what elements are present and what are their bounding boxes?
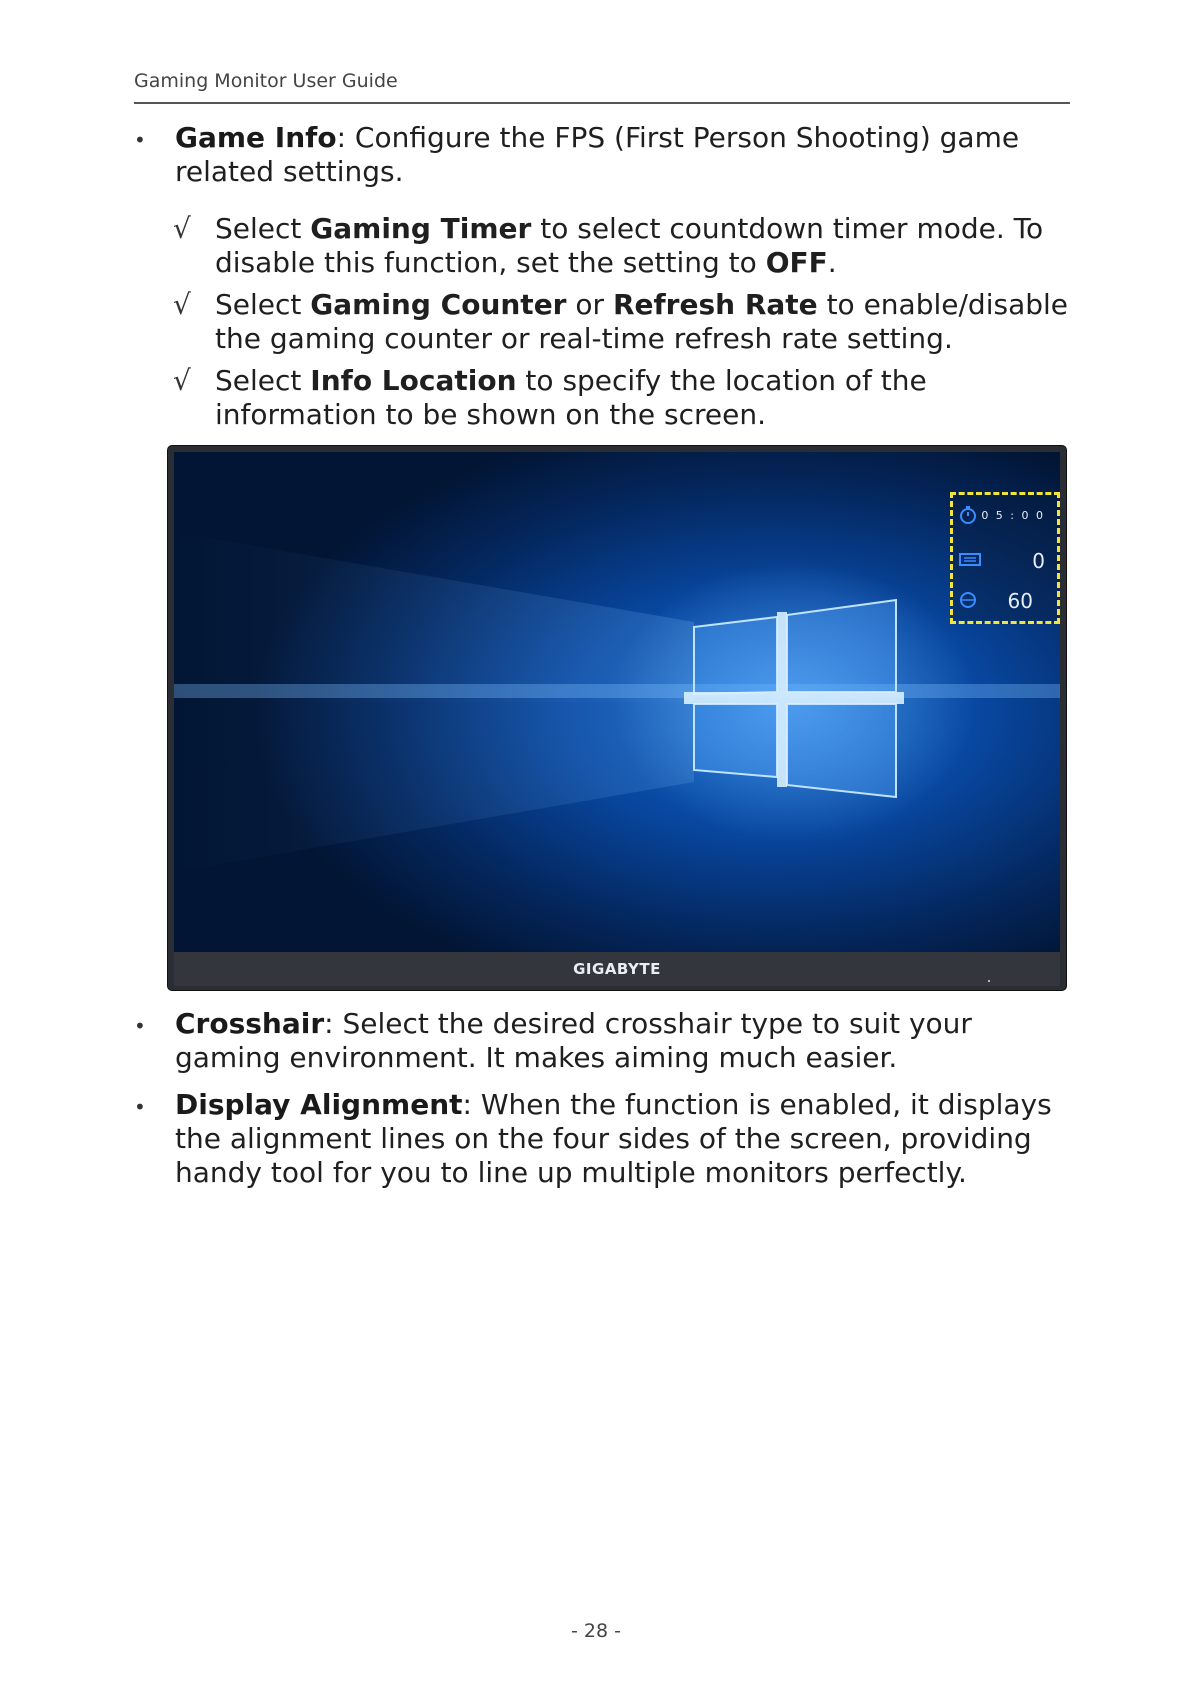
check-mark: √ — [173, 288, 191, 321]
counter-icon — [959, 551, 981, 567]
counter-value: 0 — [1032, 549, 1045, 573]
brand-logo: GIGABYTE — [573, 960, 661, 978]
term-display-alignment: Display Alignment — [175, 1088, 463, 1121]
refresh-rate-value: 60 — [1007, 589, 1033, 613]
game-info-overlay — [950, 492, 1060, 624]
monitor-bezel — [174, 952, 1060, 986]
overlay-counter-row — [959, 551, 1051, 575]
refresh-rate-icon — [959, 591, 977, 609]
windows-wallpaper — [174, 452, 1060, 952]
bullet-marker: • — [134, 1095, 146, 1119]
term-crosshair: Crosshair — [175, 1007, 325, 1040]
bullet-crosshair: • Crosshair: Select the desired crosshair type to suit your gaming environment. It makes aiming much easier. — [134, 1007, 972, 1074]
check-mark: √ — [173, 364, 191, 397]
check-mark: √ — [173, 212, 191, 245]
bullet-marker: • — [134, 1014, 146, 1038]
sub-item-info-location: √ Select Info Location to specify the location of the information to be shown on the screen. — [173, 364, 927, 431]
bullet-display-alignment: • Display Alignment: When the function is enabled, it displays the alignment lines on the four sides of the screen, providing handy tool for you to line up multiple monitors perfectly. — [134, 1088, 1052, 1189]
bullet-marker: • — [134, 128, 146, 152]
sub-item-counter-refresh: √ Select Gaming Counter or Refresh Rate to enable/disable the gaming counter or real-time refresh rate setting. — [173, 288, 1069, 355]
timer-value: 0 5 : 0 0 — [981, 509, 1045, 522]
running-header — [134, 70, 1070, 104]
overlay-timer-row — [959, 505, 1051, 529]
monitor-illustration — [168, 446, 1066, 990]
term-game-info: Game Info — [175, 121, 337, 154]
power-led — [988, 980, 990, 982]
sub-item-gaming-timer: √ Select Gaming Timer to select countdown timer mode. To disable this function, set the setting to OFF. — [173, 212, 1044, 279]
page-number: - 28 - — [571, 1620, 621, 1642]
monitor-screen — [174, 452, 1060, 952]
bullet-game-info: • Game Info: Configure the FPS (First Person Shooting) game related settings. — [134, 121, 1020, 188]
header-title: Gaming Monitor User Guide — [134, 70, 398, 92]
stopwatch-icon — [959, 505, 977, 525]
overlay-refresh-row — [959, 591, 1051, 615]
